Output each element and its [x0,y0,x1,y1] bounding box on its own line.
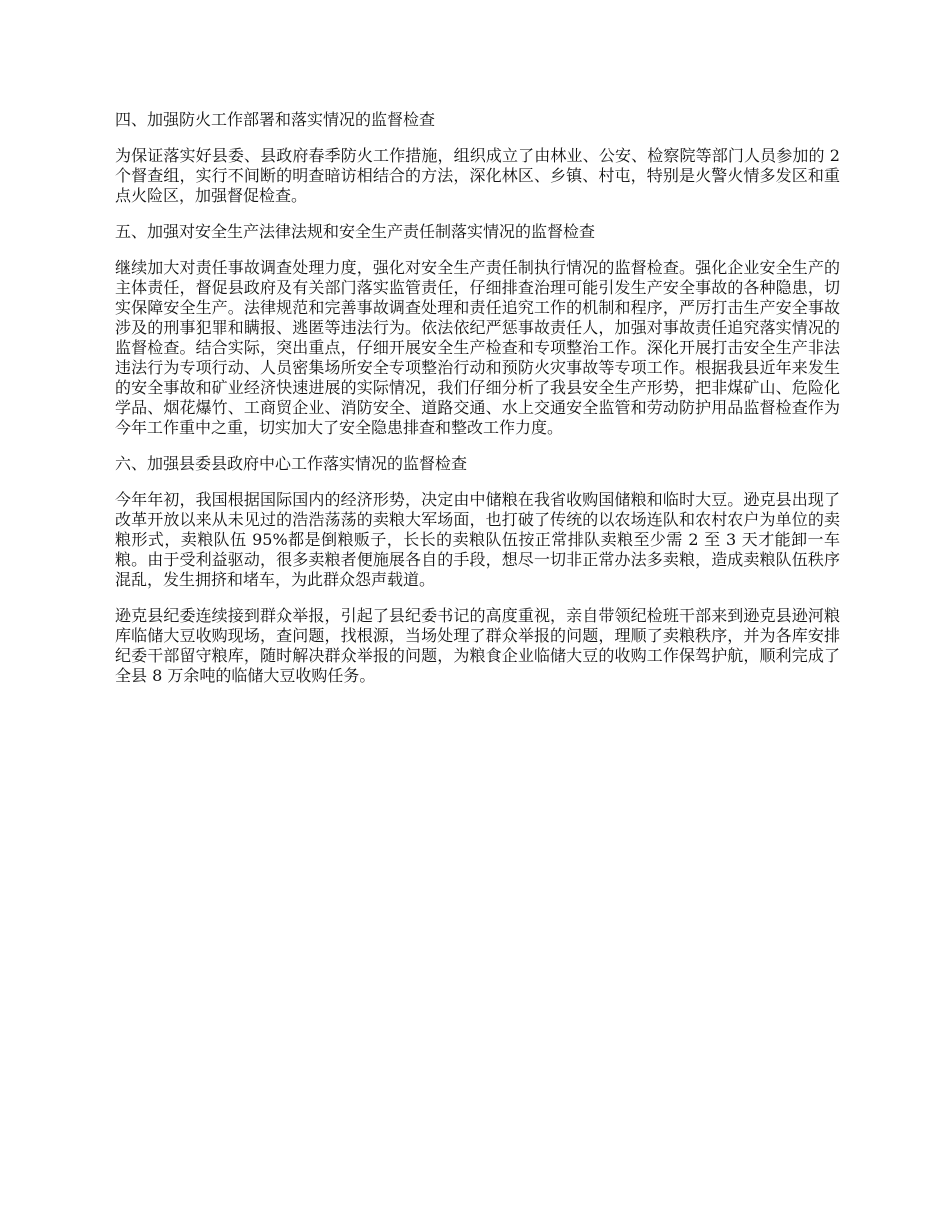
document-body [115,110,840,702]
section-heading-6: 六、加强县委县政府中心工作落实情况的监督检查 [115,454,468,473]
section-4-paragraph-1: 为保证落实好县委、县政府春季防火工作措施，组织成立了由林业、公安、检察院等部门人员参加的 2 个督查组，实行不间断的明查暗访相结合的方法，深化林区、乡镇、村屯，特别是火警火情多发区和重点火险区，加强督促检查。 [115,146,840,205]
section-heading-5: 五、加强对安全生产法律法规和安全生产责任制落实情况的监督检查 [115,222,596,241]
section-5-paragraph-1: 继续加大对责任事故调查处理力度，强化对安全生产责任制执行情况的监督检查。强化企业安全生产的主体责任，督促县政府及有关部门落实监管责任，仔细排查治理可能引发生产安全事故的各种隐患，切实保障安全生产。法律规范和完善事故调查处理和责任追究工作的机制和程序，严厉打击生产安全事故涉及的刑事犯罪和瞒报、逃匿等违法行为。依法依纪严惩事故责任人，加强对事故责任追究落实情况的监督检查。结合实际，突出重点，仔细开展安全生产检查和专项整治工作。深化开展打击安全生产非法违法行为专项行动、人员密集场所安全专项整治行动和预防火灾事故等专项工作。根据我县近年来发生的安全事故和矿业经济快速进展的实际情况，我们仔细分析了我县安全生产形势，把非煤矿山、危险化学品、烟花爆竹、工商贸企业、消防安全、道路交通、水上交通安全监管和劳动防护用品监督检查作为今年工作重中之重，切实加大了安全隐患排查和整改工作力度。 [115,258,840,437]
section-heading-4: 四、加强防火工作部署和落实情况的监督检查 [115,110,436,129]
section-6-paragraph-2: 逊克县纪委连续接到群众举报，引起了县纪委书记的高度重视，亲自带领纪检班干部来到逊克县逊河粮库临储大豆收购现场，查问题，找根源，当场处理了群众举报的问题，理顺了卖粮秩序，并为各库安排纪委干部留守粮库，随时解决群众举报的问题，为粮食企业临储大豆的收购工作保驾护航，顺利完成了全县 8 万余吨的临储大豆收购任务。 [115,606,840,685]
section-6-paragraph-1: 今年年初，我国根据国际国内的经济形势，决定由中储粮在我省收购国储粮和临时大豆。逊克县出现了改革开放以来从未见过的浩浩荡荡的卖粮大军场面，也打破了传统的以农场连队和农村农户为单位的卖粮形式，卖粮队伍 95%都是倒粮贩子，长长的卖粮队伍按正常排队卖粮至少需 2 至 3 天才能卸一车粮。由于受利益驱动，很多卖粮者便施展各自的手段，想尽一切非正常办法多卖粮，造成卖粮队伍秩序混乱，发生拥挤和堵车，为此群众怨声载道。 [115,490,840,589]
